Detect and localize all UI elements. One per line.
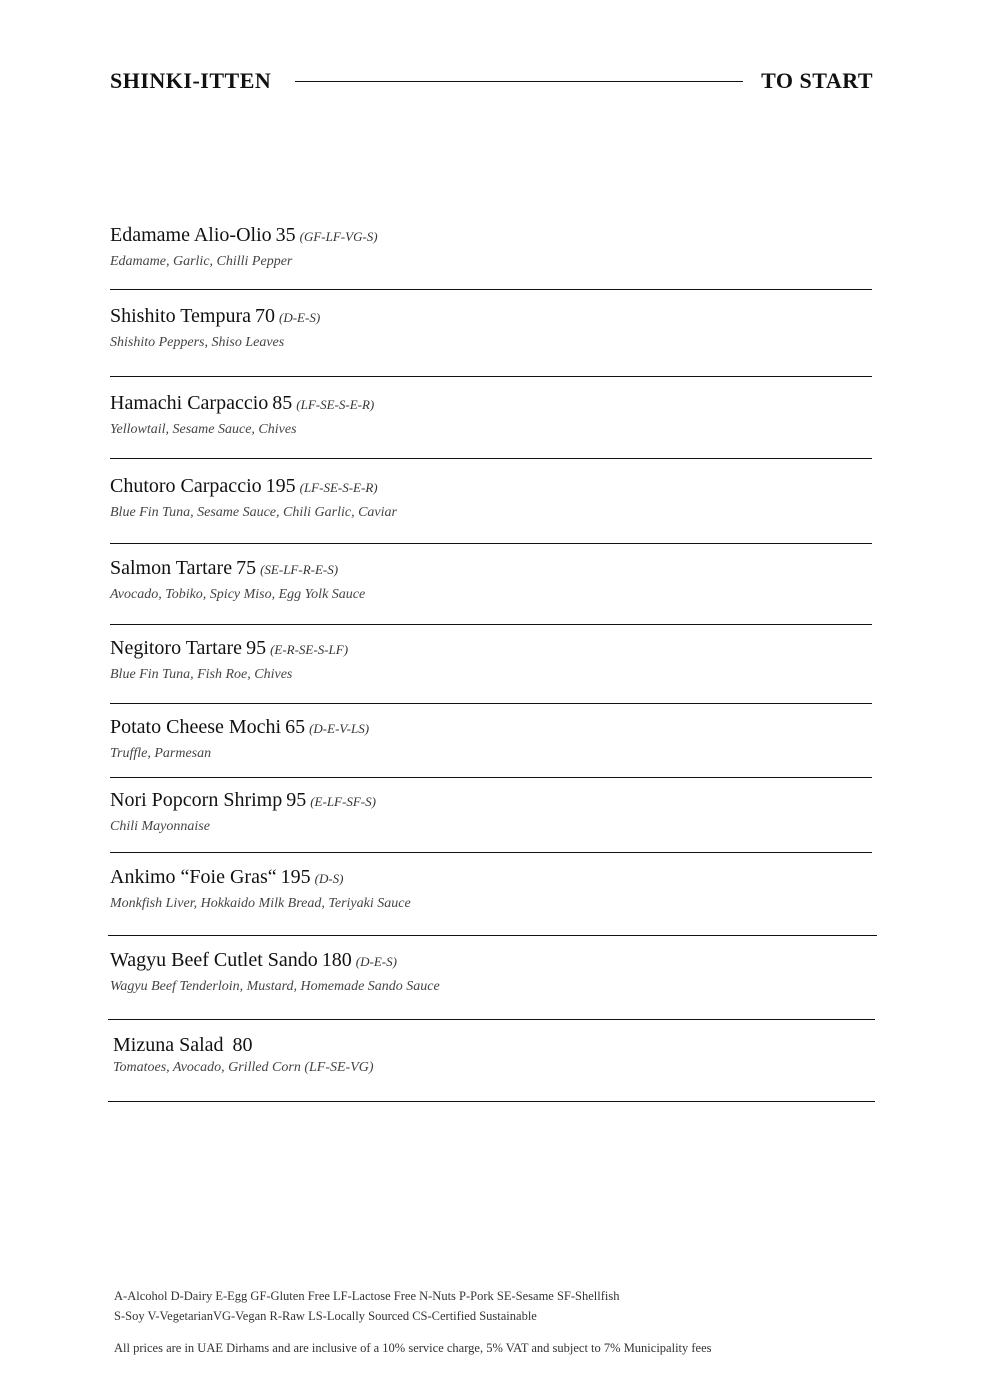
item-divider (110, 777, 872, 778)
item-price: 195 (265, 475, 296, 497)
menu-item (110, 949, 872, 995)
menu-item (110, 305, 872, 351)
item-description: Wagyu Beef Tenderloin, Mustard, Homemade Sando Sauce (110, 979, 440, 994)
item-description: Blue Fin Tuna, Sesame Sauce, Chili Garlic, Caviar (110, 505, 397, 520)
item-allergen-codes: (D-S) (314, 871, 344, 886)
item-divider (110, 852, 872, 853)
item-name: Shishito Tempura (110, 305, 252, 327)
legend-line-2: S-Soy V-VegetarianVG-Vegan R-Raw LS-Locally Sourced CS-Certified Sustainable (114, 1309, 537, 1323)
item-divider (110, 376, 872, 377)
item-name: Edamame Alio-Olio (110, 224, 272, 246)
menu-item (110, 637, 872, 683)
section-title: TO START (761, 68, 873, 93)
item-description: Yellowtail, Sesame Sauce, Chives (110, 422, 297, 437)
item-price: 75 (236, 557, 257, 579)
item-allergen-codes: (E-LF-SF-S) (310, 794, 376, 809)
item-divider (110, 289, 872, 290)
menu-item (110, 224, 872, 270)
price-note: All prices are in UAE Dirhams and are inclusive of a 10% service charge, 5% VAT and subject to 7% Municipality fees (114, 1341, 712, 1355)
menu-item (110, 392, 872, 438)
brand-name: SHINKI-ITTEN (110, 68, 272, 93)
menu-item (110, 475, 872, 521)
item-name: Wagyu Beef Cutlet Sando (110, 949, 318, 971)
item-price: 180 (321, 949, 352, 971)
menu-item (110, 557, 872, 603)
item-allergen-codes: (SE-LF-R-E-S) (260, 562, 339, 577)
item-allergen-codes: (LF-SE-S-E-R) (299, 480, 378, 495)
header-rule (295, 81, 743, 82)
menu-item (110, 789, 872, 835)
menu-item (110, 716, 872, 762)
item-name: Negitoro Tartare (110, 637, 243, 659)
item-allergen-codes: (E-R-SE-S-LF) (270, 642, 349, 657)
item-price: 195 (280, 866, 311, 888)
legend-line-1: A-Alcohol D-Dairy E-Egg GF-Gluten Free LF-Lactose Free N-Nuts P-Pork SE-Sesame SF-Shellfish (114, 1289, 620, 1303)
item-divider (110, 624, 872, 625)
item-description: Avocado, Tobiko, Spicy Miso, Egg Yolk Sauce (110, 587, 366, 602)
item-description: Monkfish Liver, Hokkaido Milk Bread, Teriyaki Sauce (110, 896, 411, 911)
item-name: Hamachi Carpaccio (110, 392, 269, 414)
item-allergen-codes: (D-E-V-LS) (309, 721, 370, 736)
item-description: Edamame, Garlic, Chilli Pepper (110, 254, 293, 269)
item-divider (108, 935, 877, 936)
item-description: Shishito Peppers, Shiso Leaves (110, 335, 285, 350)
item-price: 80 (227, 1034, 253, 1056)
menu-item (113, 1034, 875, 1076)
item-price: 85 (272, 392, 293, 414)
item-name: Chutoro Carpaccio (110, 475, 262, 497)
item-name: Ankimo “Foie Gras“ (110, 866, 277, 888)
item-name: Potato Cheese Mochi (110, 716, 282, 738)
item-price: 95 (246, 637, 267, 659)
item-divider (110, 543, 872, 544)
item-divider (108, 1101, 875, 1102)
item-name: Nori Popcorn Shrimp (110, 789, 283, 811)
item-allergen-codes: (GF-LF-VG-S) (299, 229, 378, 244)
item-description: Tomatoes, Avocado, Grilled Corn (LF-SE-VG) (113, 1060, 374, 1075)
item-name: Mizuna Salad (113, 1034, 224, 1056)
item-allergen-codes: (LF-SE-S-E-R) (296, 397, 375, 412)
item-price: 35 (275, 224, 296, 246)
item-description: Blue Fin Tuna, Fish Roe, Chives (110, 667, 293, 682)
item-divider (108, 1019, 875, 1020)
item-price: 95 (286, 789, 307, 811)
item-divider (110, 703, 872, 704)
allergen-legend (114, 1286, 619, 1326)
menu-header (110, 66, 873, 96)
item-name: Salmon Tartare (110, 557, 233, 579)
item-price: 70 (255, 305, 276, 327)
item-allergen-codes: (D-E-S) (355, 954, 397, 969)
item-description: Chili Mayonnaise (110, 819, 210, 834)
item-divider (110, 458, 872, 459)
menu-item (110, 866, 872, 912)
item-price: 65 (285, 716, 306, 738)
item-description: Truffle, Parmesan (110, 746, 212, 761)
item-allergen-codes: (D-E-S) (279, 310, 321, 325)
